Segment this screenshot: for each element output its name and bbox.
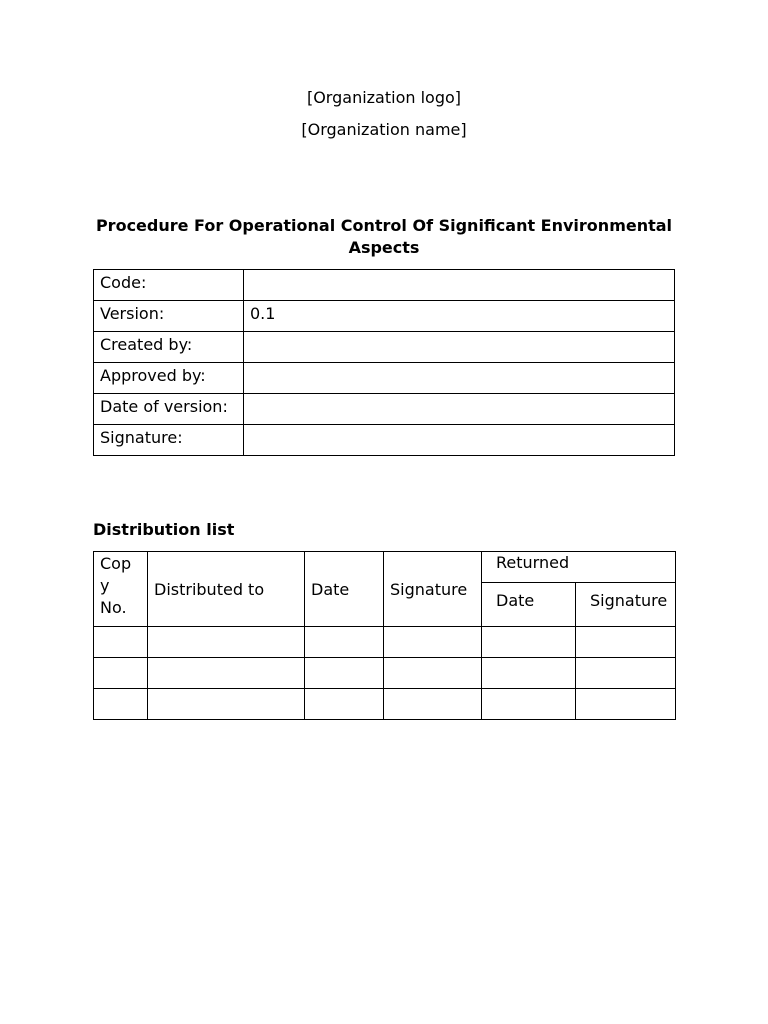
table-cell bbox=[94, 627, 148, 658]
table-cell bbox=[384, 658, 482, 689]
column-header-distributed-to: Distributed to bbox=[148, 552, 305, 627]
table-cell bbox=[576, 658, 676, 689]
table-row bbox=[94, 627, 676, 658]
table-cell bbox=[576, 627, 676, 658]
info-row-approved-by bbox=[94, 363, 675, 394]
table-cell bbox=[482, 689, 576, 720]
column-header-copy-no bbox=[94, 552, 148, 627]
column-header-returned: Returned bbox=[482, 552, 676, 583]
table-cell bbox=[148, 658, 305, 689]
table-cell bbox=[94, 658, 148, 689]
table-row bbox=[94, 689, 676, 720]
info-row-code bbox=[94, 270, 675, 301]
info-label: Version: bbox=[94, 301, 244, 332]
column-header-returned-date: Date bbox=[482, 583, 576, 627]
info-row-signature bbox=[94, 425, 675, 456]
table-cell bbox=[148, 627, 305, 658]
info-row-date-of-version bbox=[94, 394, 675, 425]
column-header-returned-signature: Signature bbox=[576, 583, 676, 627]
organization-name-placeholder: [Organization name] bbox=[301, 120, 467, 139]
info-value bbox=[244, 363, 675, 394]
column-header-signature: Signature bbox=[384, 552, 482, 627]
info-row-version bbox=[94, 301, 675, 332]
info-label: Created by: bbox=[94, 332, 244, 363]
info-label: Approved by: bbox=[94, 363, 244, 394]
copy-no-line: y bbox=[100, 576, 110, 595]
table-cell bbox=[576, 689, 676, 720]
table-cell bbox=[148, 689, 305, 720]
distribution-list-table bbox=[93, 551, 676, 720]
info-value bbox=[244, 332, 675, 363]
organization-logo-placeholder: [Organization logo] bbox=[306, 88, 462, 107]
distribution-header-row bbox=[94, 552, 676, 583]
table-row bbox=[94, 658, 676, 689]
table-cell bbox=[482, 658, 576, 689]
copy-no-line: Cop bbox=[100, 554, 132, 573]
table-cell bbox=[482, 627, 576, 658]
table-cell bbox=[305, 689, 384, 720]
info-label: Date of version: bbox=[94, 394, 244, 425]
column-header-date: Date bbox=[305, 552, 384, 627]
info-value bbox=[244, 425, 675, 456]
document-info-table bbox=[93, 269, 675, 456]
info-label: Code: bbox=[94, 270, 244, 301]
table-cell bbox=[305, 658, 384, 689]
info-value bbox=[244, 270, 675, 301]
table-cell bbox=[384, 627, 482, 658]
table-cell bbox=[94, 689, 148, 720]
table-cell bbox=[384, 689, 482, 720]
distribution-list-heading: Distribution list bbox=[93, 520, 235, 539]
document-title: Procedure For Operational Control Of Significant Environmental Aspects bbox=[95, 216, 673, 257]
copy-no-line: No. bbox=[100, 598, 127, 617]
info-row-created-by bbox=[94, 332, 675, 363]
info-label: Signature: bbox=[94, 425, 244, 456]
info-value: 0.1 bbox=[244, 301, 675, 332]
table-cell bbox=[305, 627, 384, 658]
info-value bbox=[244, 394, 675, 425]
